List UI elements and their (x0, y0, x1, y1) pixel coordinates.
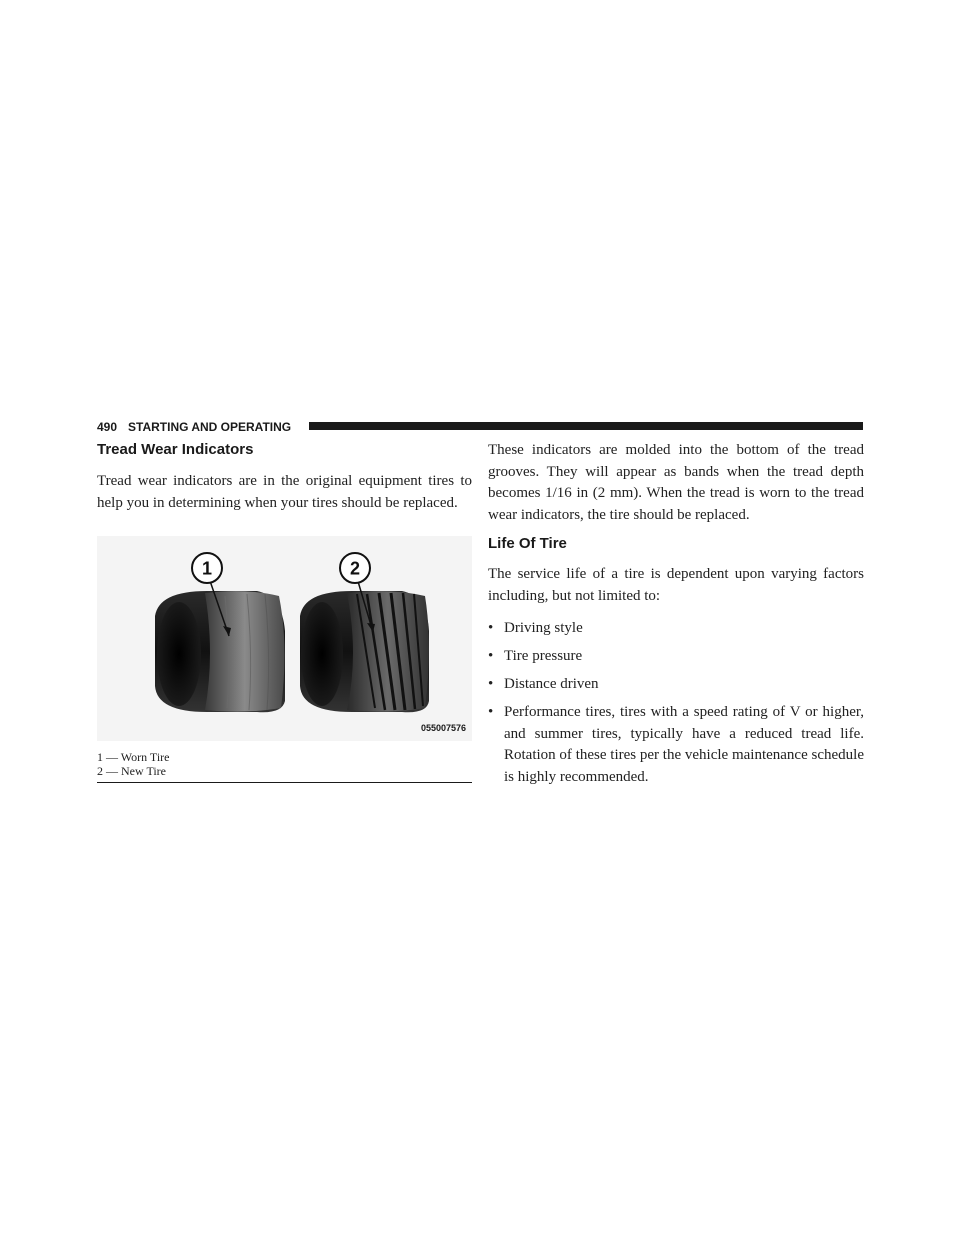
heading-tread-wear-indicators: Tread Wear Indicators (97, 441, 254, 458)
heading-life-of-tire: Life Of Tire (488, 535, 567, 552)
list-item-text: Distance driven (504, 676, 599, 692)
bullet-icon: • (488, 676, 494, 692)
indicators-paragraph: These indicators are molded into the bottom of the tread grooves. They will appear as bands when the tread depth becomes 1/16 in (2 mm). When the tread is worn to the tread wear indicators, the tire should be replaced. (488, 442, 864, 523)
new-tire (300, 578, 429, 712)
legend-item-new-tire: 2 — New Tire (97, 764, 167, 778)
list-item-text: Tire pressure (504, 648, 583, 664)
figure-legend (97, 750, 472, 783)
list-item (488, 646, 864, 668)
list-item-text: Driving style (504, 620, 583, 636)
tread-wear-paragraph: Tread wear indicators are in the original equipment tires to help you in determining when your tires should be replaced. (97, 473, 472, 511)
bullet-icon: • (488, 704, 494, 720)
list-item (488, 618, 864, 640)
bullet-icon: • (488, 620, 494, 636)
callout-1-label: 1 (201, 558, 213, 579)
section-title: STARTING AND OPERATING (128, 420, 292, 434)
callout-2-label: 2 (349, 558, 361, 579)
tire-illustration (97, 536, 472, 741)
life-of-tire-paragraph: The service life of a tire is dependent upon varying factors including, but not limited to: (488, 566, 864, 604)
tire-figure (97, 536, 472, 741)
factors-list (488, 618, 864, 788)
header-rule (309, 422, 863, 430)
callout-2 (340, 553, 370, 583)
list-item (488, 674, 864, 696)
callout-1 (192, 553, 222, 583)
list-item-text: Performance tires, tires with a speed rating of V or higher, and summer tires, typically have a reduced tread life. Rotation of these tires per the vehicle maintenance schedule is highly recommended. (504, 704, 864, 785)
page-header (97, 419, 863, 435)
page-number: 490 (97, 420, 118, 434)
right-column (488, 440, 864, 795)
left-column (97, 440, 472, 783)
legend-item-worn-tire: 1 — Worn Tire (97, 750, 170, 764)
list-item (488, 702, 864, 788)
worn-tire (155, 578, 285, 712)
bullet-icon: • (488, 648, 494, 664)
figure-code: 055007576 (420, 723, 466, 733)
